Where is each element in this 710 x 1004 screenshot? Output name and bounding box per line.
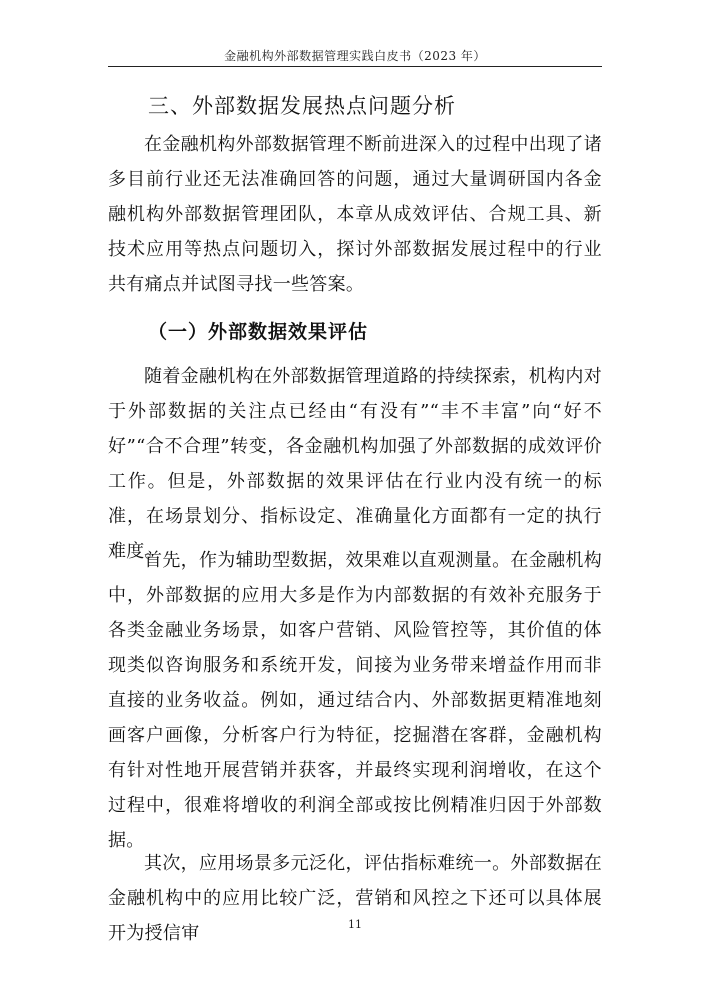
section-heading: 三、外部数据发展热点问题分析 — [148, 94, 456, 118]
running-header: 金融机构外部数据管理实践白皮书（2023 年） — [224, 49, 486, 63]
header-divider — [108, 66, 602, 67]
body-paragraph-2: 首先，作为辅助型数据，效果难以直观测量。在金融机构中，外部数据的应用大多是作为内部数据的有效补充服务于各类金融业务场景，如客户营销、风险管控等，其价值的体现类似咨询服务和系统开发，间接为业务带来增益作用而非直接的业务收益。例如，通过结合内、外部数据更精准地刻画客户画像，分析客户行为特征，挖掘潜在客群，金融机构有针对性地开展营销并获客，并最终实现利润增收，在这个过程中，很难将增收的利润全部或按比例精准归因于外部数据。 — [108, 550, 602, 851]
body-paragraph-1: 随着金融机构在外部数据管理道路的持续探索，机构内对于外部数据的关注点已经由“有没有”“丰不丰富”向“好不好”“合不合理”转变，各金融机构加强了外部数据的成效评价工作。但是，外部数据的效果评估在行业内没有统一的标准，在场景划分、指标设定、准确量化方面都有一定的执行难度。 — [108, 366, 602, 562]
page-number: 11 — [348, 918, 362, 931]
section-intro-paragraph: 在金融机构外部数据管理不断前进深入的过程中出现了诸多目前行业还无法准确回答的问题，通过大量调研国内各金融机构外部数据管理团队，本章从成效评估、合规工具、新技术应用等热点问题切入，探讨外部数据发展过程中的行业共有痛点并试图寻找一些答案。 — [108, 134, 602, 295]
body-paragraph-3: 其次，应用场景多元泛化，评估指标难统一。外部数据在金融机构中的应用比较广泛，营销和风控之下还可以具体展开为授信审 — [108, 853, 602, 944]
subsection-heading: （一）外部数据效果评估 — [148, 321, 369, 343]
